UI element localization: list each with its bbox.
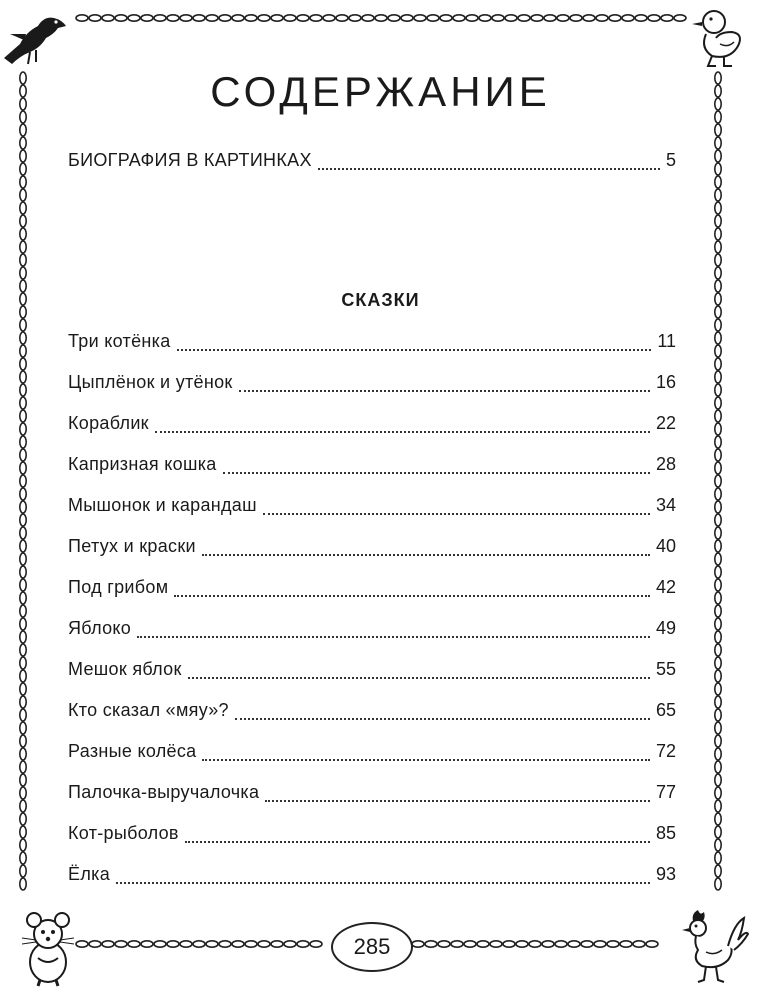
dot-leader xyxy=(318,168,660,170)
section-heading: СКАЗКИ xyxy=(341,290,420,310)
toc-entry-title: Разные колёса xyxy=(68,741,197,761)
toc-entry-title: Палочка-выручалочка xyxy=(68,782,260,802)
toc-entry-page: 85 xyxy=(655,823,676,843)
toc-entry-page: 11 xyxy=(657,331,676,351)
toc-entry-title: Кто сказал «мяу»? xyxy=(68,700,229,720)
toc-entry-page: 34 xyxy=(655,495,676,515)
toc-entry-page: 65 xyxy=(655,700,676,720)
toc-entry xyxy=(68,536,676,562)
chain-border-right xyxy=(715,72,721,890)
dot-leader xyxy=(188,677,650,679)
toc-entry-title: Ёлка xyxy=(68,864,110,884)
toc-entry-page: 93 xyxy=(655,864,676,884)
dot-leader xyxy=(263,513,650,515)
dot-leader xyxy=(202,554,650,556)
toc-entry-page: 28 xyxy=(655,454,676,474)
toc-entry-title: Мешок яблок xyxy=(68,659,182,679)
toc-intro-entry xyxy=(68,150,676,176)
chain-border-bottom-left xyxy=(76,941,322,947)
crow-icon xyxy=(0,4,72,70)
toc-entry-page: 22 xyxy=(655,413,676,433)
toc-entry-page: 40 xyxy=(655,536,676,556)
dot-leader xyxy=(177,349,652,351)
toc-entry xyxy=(68,577,676,603)
chain-border-bottom-right xyxy=(412,941,658,947)
toc-entry-title: БИОГРАФИЯ В КАРТИНКАХ xyxy=(68,150,312,170)
dot-leader xyxy=(235,718,650,720)
page-title: СОДЕРЖАНИЕ xyxy=(210,68,551,116)
toc-entry-page: 49 xyxy=(655,618,676,638)
dot-leader xyxy=(239,390,650,392)
duckling-icon xyxy=(690,4,750,70)
toc-entry-page: 42 xyxy=(655,577,676,597)
toc-entry-title: Три котёнка xyxy=(68,331,171,351)
toc-entry xyxy=(68,741,676,767)
toc-entry xyxy=(68,782,676,808)
dot-leader xyxy=(137,636,650,638)
toc-entry xyxy=(68,659,676,685)
toc-entry-page: 16 xyxy=(655,372,676,392)
toc-entry-page: 55 xyxy=(655,659,676,679)
toc-entry-title: Цыплёнок и утёнок xyxy=(68,372,233,392)
dot-leader xyxy=(265,800,650,802)
toc-entry xyxy=(68,700,676,726)
toc-entry-title: Кот-рыболов xyxy=(68,823,179,843)
dot-leader xyxy=(174,595,650,597)
dot-leader xyxy=(185,841,650,843)
toc-entry xyxy=(68,413,676,439)
toc-entry-page: 77 xyxy=(655,782,676,802)
toc-entry-title: Петух и краски xyxy=(68,536,196,556)
toc-entry xyxy=(68,372,676,398)
page-number: 285 xyxy=(331,922,413,972)
toc-entry xyxy=(68,823,676,849)
toc-entry-page: 72 xyxy=(655,741,676,761)
chain-border-top xyxy=(76,15,686,21)
toc-entry-page: 5 xyxy=(665,150,676,170)
mouse-icon xyxy=(16,906,80,988)
toc-entry xyxy=(68,331,676,357)
toc-entry-title: Кораблик xyxy=(68,413,149,433)
toc-entry-title: Под грибом xyxy=(68,577,169,597)
toc-entry xyxy=(68,495,676,521)
dot-leader xyxy=(155,431,650,433)
dot-leader xyxy=(116,882,650,884)
toc-entry xyxy=(68,454,676,480)
toc-entry-title: Яблоко xyxy=(68,618,132,638)
chain-border-left xyxy=(20,72,26,890)
dot-leader xyxy=(223,472,650,474)
toc-entry-title: Капризная кошка xyxy=(68,454,217,474)
dot-leader xyxy=(202,759,649,761)
toc-entry-title: Мышонок и карандаш xyxy=(68,495,257,515)
rooster-icon xyxy=(672,904,750,986)
toc-entry xyxy=(68,618,676,644)
toc-entry xyxy=(68,864,676,890)
